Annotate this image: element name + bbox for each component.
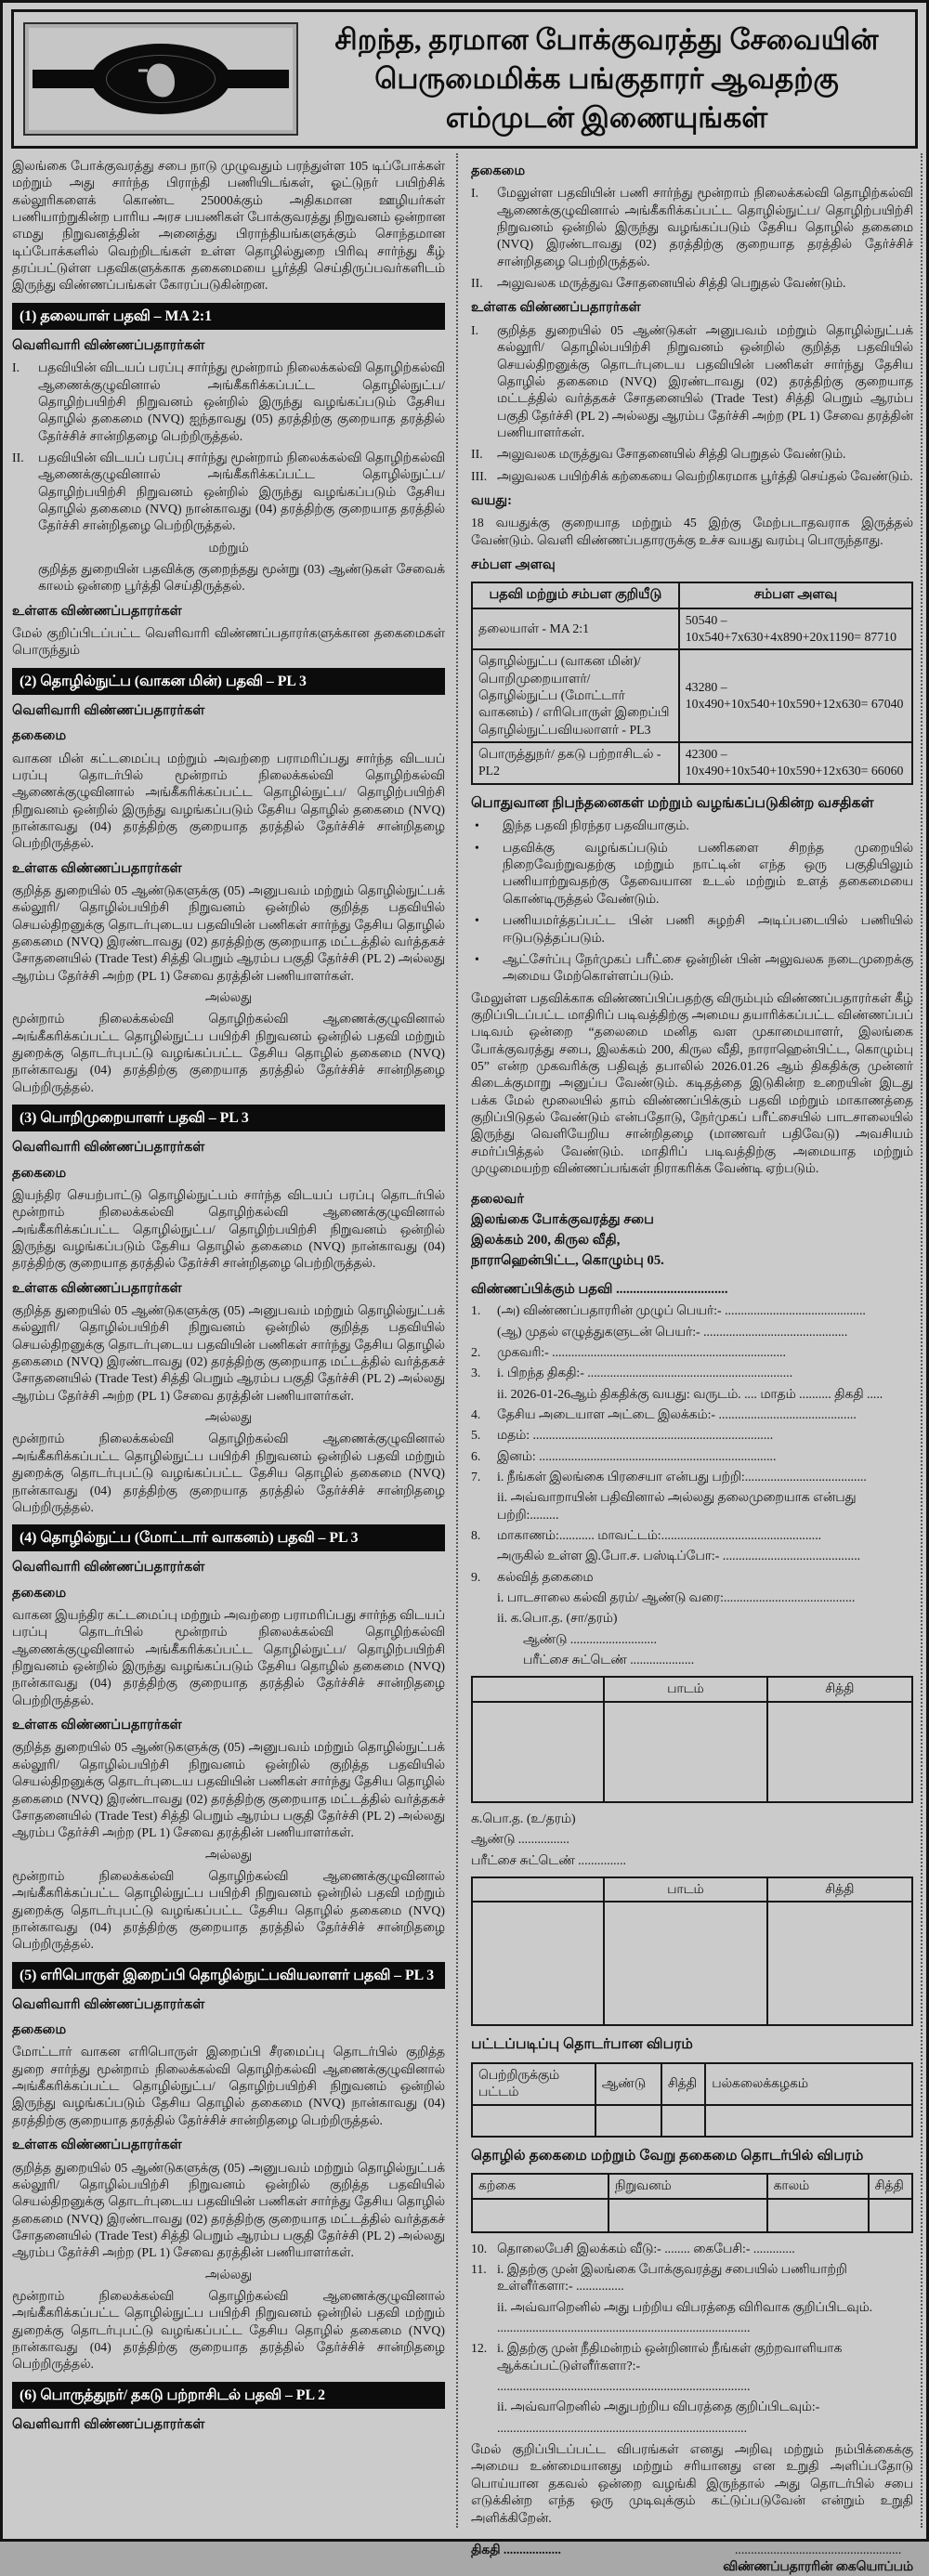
section-header: (6) பொருத்துநர்/ தகடு பற்றாசிடல் பதவி – PL 2 — [12, 2382, 445, 2409]
empty-cell — [767, 2199, 869, 2232]
table-header-row — [472, 2174, 912, 2198]
column-header: பெற்றிருக்கும் பட்டம் — [472, 2063, 595, 2105]
paragraph: மூன்றாம் நிலைக்கல்வி தொழிற்கல்வி ஆணைக்குழுவினால் அங்கீகரிக்கப்பட்ட தொழில்நுட்ப பயிற்சி நிறுவனம் ஒன்றில் பதவி மற்றும் துறைக்கு தொடர்புபட்டு வழங்கப்பட்ட தேசிய தொழில் தகைமை (NVQ) நான்காவது (04) தரத்திற்கு குறையாத தரத்தில் தேர்ச்சிச் சான்றிதழை பெற்றிருத்தல். — [12, 2288, 445, 2372]
signature-dots: .................................................... — [734, 2542, 902, 2556]
bullet-item — [471, 912, 913, 947]
form-text: இனம்: .......................................................................... — [497, 1448, 777, 1463]
paragraph: மோட்டார் வாகன எரிபொருள் இறைப்பி சீரமைப்பு தொடர்பில் குறித்த துறை சார்ந்து மூன்றாம் நிலைக்கல்வி தொழிற்கல்வி ஆணைக்குழுவினால் அங்கீகரிக்கப்பட்ட தொழில்நுட்ப/ தொழிற்பயிற்சி நிறுவனம் ஒன்றில் இருந்து வழங்கப்படும் தேசிய தொழில் தகைமை (NVQ) நான்காவது (04) தரத்திற்கு குறையாத தரத்தில் தேர்ச்சிச் சான்றிதழை பெற்றிருத்தல். — [12, 2045, 445, 2127]
connector-word: அல்லது — [204, 1410, 253, 1425]
form-number: 1. — [471, 1303, 481, 1318]
section-header: (4) தொழில்நுட்ப (மோட்டார் வாகனம்) பதவி – PL 3 — [12, 1524, 445, 1551]
address-line: இலக்கம் 200, கிருல வீதி, — [471, 1233, 621, 1249]
list-item — [471, 275, 913, 292]
lion-emblem-icon — [147, 63, 175, 97]
item-marker: II. — [471, 276, 483, 291]
form-subline: .............................................................................. — [497, 2420, 748, 2435]
post-cell: தொழில்நுட்ப (வாகன மின்)/ பொறிமுறையாளர்/ தொழில்நுட்ப (மோட்டார் வாகனம்) / எரிபொருள் இறைப்பி தொழில்நுட்பவியலாளர் - PL3 — [472, 649, 679, 742]
bullet-icon: • — [475, 818, 479, 833]
subheading: வெளிவாரி விண்ணப்பதாரர்கள் — [12, 1140, 205, 1156]
group-heading: பொதுவான நிபந்தனைகள் மற்றும் வழங்கப்படுகின்ற வசதிகள் — [471, 794, 874, 811]
list-item — [471, 446, 913, 463]
empty-row — [472, 1702, 912, 1802]
title-line-2: பெருமைமிக்க பங்குதாரர் ஆவதற்கு — [374, 61, 839, 95]
column-header: ஆண்டு — [595, 2063, 661, 2105]
form-number: 7. — [471, 1470, 481, 1484]
subheading: தகைமை — [12, 728, 67, 744]
signature-caption: விண்ணப்பதாரரின் கையொப்பம் — [723, 2559, 913, 2574]
item-marker: I. — [471, 322, 479, 337]
table-header-row — [472, 2063, 912, 2105]
salary-table — [471, 582, 913, 784]
table-row — [472, 742, 912, 784]
empty-row — [472, 1902, 912, 2025]
form-text: மாகாணம்:........... மாவட்டம்:.................................................. — [497, 1528, 822, 1543]
bullet-text: பணியமர்த்தப்பட்ட பின் பணி சுழற்சி அடிப்படையில் பணியில் ஈடுபடுத்தப்படும். — [503, 913, 913, 945]
subheading: வயது: — [471, 492, 512, 508]
paragraph: குறித்த துறையின் பதவிக்கு குறைந்தது மூன்று (03) ஆண்டுகள் சேவைக் காலம் ஒன்றை பூர்த்தி செய்திருத்தல். — [38, 561, 445, 594]
table-row — [472, 608, 912, 650]
form-line — [471, 1302, 913, 1319]
subheading: சம்பள அளவு — [471, 557, 556, 573]
column-header: பாடம் — [604, 1877, 766, 1902]
subheading: உள்ளக விண்ணப்பதாரர்கள் — [12, 603, 182, 619]
scale-cell — [679, 742, 912, 784]
column-header: சித்தி — [661, 2063, 705, 2105]
list-item — [471, 468, 913, 485]
scale-line: 50540 – — [685, 612, 727, 627]
post-cell: தலையாள் - MA 2:1 — [472, 608, 679, 650]
list-item — [12, 360, 445, 445]
post-cell: பொருத்துநர்/ தகடு பற்றாசிடல் - PL2 — [472, 742, 679, 784]
item-text: அலுவலக பயிற்சிக் கற்கையை வெற்றிகரமாக பூர்த்தி செய்தல் வேண்டும். — [497, 468, 913, 483]
paragraph: மூன்றாம் நிலைக்கல்வி தொழிற்கல்வி ஆணைக்குழுவினால் அங்கீகரிக்கப்பட்ட தொழில்நுட்ப பயிற்சி நிறுவனம் ஒன்றில் பதவி மற்றும் துறைக்கு தொடர்புபட்டு வழங்கப்பட்ட தேசிய தொழில் தகைமை (NVQ) நான்காவது (04) தரத்திற்கு குறையாத தரத்தில் தேர்ச்சிச் சான்றிதழை பெற்றிருத்தல். — [12, 1868, 445, 1952]
section-header: (3) பொறிமுறையாளர் பதவி – PL 3 — [12, 1105, 445, 1131]
column-header — [472, 1877, 604, 1902]
page-title — [307, 20, 906, 137]
content-columns — [12, 153, 926, 2574]
list-item — [471, 185, 913, 270]
scale-line: 10x540+7x630+4x890+20x1190= 87710 — [685, 629, 896, 644]
item-text: அலுவலக மருத்துவ சோதனையில் சித்தி பெறுதல் வேண்டும். — [497, 447, 846, 462]
form-text: i. நீங்கள் இலங்கை பிரசையா என்பது பற்றி:...................................... — [497, 1470, 867, 1484]
form-line — [471, 1406, 913, 1423]
group-heading: தொழில் தகைமை மற்றும் வேறு தகைமை தொடர்பில் விபரம் — [471, 2147, 864, 2164]
details-table — [471, 2173, 913, 2232]
item-text: மேலுள்ள பதவியின் பணி சார்ந்து மூன்றாம் நிலைக்கல்வி தொழிற்கல்வி ஆணைக்குழுவினால் அங்கீகரிக்கப்பட்ட தொழில்நுட்ப/ தொழிற்பயிற்சி நிறுவனம் ஒன்றில் இருந்து வழங்கப்படும் தேசிய தொழில் தகைமை (NVQ) இரண்டாவது (02) தரத்திற்கு குறையாத தரத்தில் தேர்ச்சிச் சான்றிதழை பெற்றிருத்தல். — [497, 186, 913, 268]
paragraph: க.பொ.த. (உ/தரம்) — [471, 1811, 576, 1825]
item-marker: II. — [12, 450, 24, 464]
bullet-item — [471, 840, 913, 908]
form-text: i. இதற்கு முன் இலங்கை போக்குவரத்து சபையில் பணியாற்றி உள்ளீர்களா:- ............... — [497, 2262, 847, 2294]
column-header: பாடம் — [604, 1677, 766, 1701]
paragraph: இலங்கை போக்குவரத்து சபை நாடு முழுவதும் பரந்துள்ள 105 டிப்போக்கள் மற்றும் அது சார்ந்த பிராந்தி பணியிடங்கள், ஓட்டுநர் பயிற்சிக் கல்லூரிகளைக் கொண்ட 25000க்கும் அதிகமான ஊழியர்கள் பணியாற்றுகின்ற பாரிய அரச பயணிகள் போக்குவரத்து நிறுவனம் ஒன்றான எமது நிறுவனத்தின் அனைத்து பிராந்தியங்களுக்கும் சொந்தமான டிப்போக்களில் வெற்றிடங்கள் உள்ள தொழில்துறை பிரிவு சார்ந்து கீழ் தரப்பட்டுள்ள பதவிகளுக்காக தகைமையை பூர்த்தி செய்திருப்பவர்களிடம் இருந்து விண்ணப்பங்கள் கோரப்படுகின்றன. — [12, 159, 445, 293]
table-header-row — [472, 582, 912, 608]
item-text: அலுவலக மருத்துவ சோதனையில் சித்தி பெறுதல் வேண்டும். — [497, 276, 846, 291]
title-line-3: எம்முடன் இணையுங்கள் — [445, 101, 768, 135]
paragraph: பரீட்சை சுட்டெண் ............... — [471, 1852, 626, 1867]
form-subline: (ஆ) முதல் எழுத்துகளுடன் பெயர்:- ............................................. — [497, 1324, 848, 1339]
paragraph: 18 வயதுக்கு குறையாத மற்றும் 45 இற்கு மேற்படாதவராக இருத்தல் வேண்டும். வெளி விண்ணப்பதாரருக்கு உச்ச வயது வரம்பு பொருந்தாது. — [471, 516, 913, 547]
bullet-icon: • — [475, 913, 479, 928]
form-line — [471, 2261, 913, 2295]
form-number: 5. — [471, 1428, 481, 1443]
paragraph: குறித்த துறையில் 05 ஆண்டுகளுக்கு (05) அனுபவம் மற்றும் தொழில்நுட்பக் கல்லூரி/ தொழில்பயிற்சி நிறுவனம் ஒன்றில் குறித்த பதவியில் செயல்திறனுக்கு தொடர்புடைய பதவியின் பணிகள் சார்ந்து தேசிய தொழில் தகைமை (NVQ) இரண்டாவது (02) தரத்திற்கு குறையாத மட்டத்தில் வர்த்தகச் சோதனையில் (Trade Test) சித்தி பெறும் ஆரம்ப பகுதி தேர்ச்சி (PL 2) அல்லது ஆரம்ப தேர்ச்சி அற்ற (PL 1) சேவை தரத்தின் பணியாளர்கள். — [12, 1740, 445, 1840]
subheading: உள்ளக விண்ணப்பதாரர்கள் — [12, 1280, 182, 1296]
form-text: தொலைபேசி இலக்கம் வீடு:- ........ கைபேசி:- ............. — [497, 2241, 795, 2256]
form-line — [471, 1569, 913, 1586]
form-number: 12. — [471, 2341, 488, 2356]
form-text: i. பிறந்த திகதி:- ................................................................ — [497, 1366, 793, 1380]
paragraph: இயந்திர செயற்பாட்டு தொழில்நுட்பம் சார்ந்த விடயப் பரப்பு தொடர்பில் மூன்றாம் நிலைக்கல்வி தொழிற்கல்வி ஆணைக்குழுவினால் அங்கீகரிக்கப்பட்ட தொழில்நுட்ப/ தொழிற்பயிற்சி நிறுவனம் ஒன்றில் இருந்து வழங்கப்படும் தேசிய தொழில் தகைமை (NVQ) நான்காவது (04) தரத்திற்கு குறையாத தரத்தில் தேர்ச்சி சான்றிதழை பெற்றிருத்தல். — [12, 1187, 445, 1271]
item-marker: II. — [471, 447, 483, 462]
empty-row — [472, 2199, 912, 2232]
form-subline: ii. 2026-01-26ஆம் திகதிக்கு வயது: வருடம். .... மாதம் .......... திகதி ..... — [497, 1386, 883, 1401]
item-marker: I. — [471, 186, 479, 201]
paragraph: மேல் குறிப்பிடப்பட்ட விபரங்கள் எனது அறிவு மற்றும் நம்பிக்கைக்கு அமைய உண்மையானது மற்றும் சரியானது என உறுதி அளிப்பதோடு பொய்யான தகவல் ஒன்றை வழங்கி இருந்தால் அது தொடர்பில் சபை எடுக்கின்ற எந்த ஒரு முடிவுக்கும் கட்டுப்படுவேன் என்றும் உறுதி அளிக்கிறேன். — [471, 2442, 913, 2525]
connector-word: மற்றும் — [208, 540, 249, 555]
grades-table — [471, 1676, 913, 1802]
subheading: உள்ளக விண்ணப்பதாரர்கள் — [12, 1718, 182, 1733]
scale-cell — [679, 649, 912, 742]
paragraph: மேலுள்ள பதவிக்காக விண்ணப்பிப்பதற்கு விரும்பும் விண்ணப்பதாரர்கள் கீழ் குறிப்பிடப்பட்ட மாதிரிப் படிவத்திற்கு அமைய தயாரிக்கப்பட்ட விண்ணப்பப் படிவம் ஒன்றை “தலைமை மனித வள முகாமையாளர், இலங்கை போக்குவரத்து சபை, இலக்கம் 200, கிருல வீதி, நாராஹென்பிட்ட, கொழும்பு 05” என்ற முகவரிக்கு பதிவுத் தபாலில் 2026.01.26 ஆம் திகதிக்கு முன்னர் கிடைக்குமாறு அனுப்ப வேண்டும். கடிதத்தை இடுகின்ற உறையின் இடது பக்க மேல் மூலையில் தாம் விண்ணப்பிக்கும் பதவி மற்றும் மாகாணத்தை குறிப்பிடுதல் வேண்டும் என்பதோடு, நேர்முகப் பரீட்சையில் பாடசாலையில் இருந்து வெளியேறிய சான்றிதழை (மாணவர் பதிவேடு) அவசியம் சமர்ப்பித்தல் வேண்டும். மாதிரிப் படிவத்திற்கு அமையாத மற்றும் முழுமையற்ற விண்ணப்பங்கள் நிராகரிக்க வேண்டி ஏற்படும். — [471, 990, 913, 1175]
title-line-1: சிறந்த, தரமான போக்குவரத்து சேவையின் — [334, 22, 879, 56]
form-text: i. இதற்கு முன் நீதிமன்றம் ஒன்றினால் நீங்கள் குற்றவாளியாக ஆக்கப்பட்டுள்ளீர்களா?:- — [497, 2341, 843, 2373]
table-header-row — [472, 1677, 912, 1701]
subheading: விண்ணப்பிக்கும் பதவி ................................. — [471, 1281, 728, 1297]
empty-cell — [608, 2199, 767, 2232]
empty-cell — [604, 1902, 766, 2025]
subheading: வெளிவாரி விண்ணப்பதாரர்கள் — [12, 702, 205, 718]
connector-word: அல்லது — [204, 990, 253, 1005]
date-field: திகதி .................. — [471, 2542, 561, 2556]
form-number: 10. — [471, 2241, 488, 2256]
empty-cell — [767, 1902, 912, 2025]
address-block — [471, 1190, 913, 1272]
column-header: பதவி மற்றும் சம்பள குறியீடு — [472, 582, 679, 608]
paragraph: குறித்த துறையில் 05 ஆண்டுகளுக்கு (05) அனுபவம் மற்றும் தொழில்நுட்பக் கல்லூரி/ தொழில்பயிற்சி நிறுவனம் ஒன்றில் குறித்த பதவியில் செயல்திறனுக்கு தொடர்புடைய பதவியின் பணிகள் சார்ந்து தேசிய தொழில் தகைமை (NVQ) இரண்டாவது (02) தரத்திற்கு குறையாத மட்டத்தில் வர்த்தகச் சோதனையில் (Trade Test) சித்தி பெறும் ஆரம்ப பகுதி தேர்ச்சி (PL 2) அல்லது ஆரம்ப தேர்ச்சி அற்ற (PL 1) சேவை தரத்தின் பணியாளர்கள். — [12, 1303, 445, 1403]
item-marker: I. — [12, 360, 20, 375]
bullet-text: ஆட்சேர்ப்பு நேர்முகப் பரீட்சை ஒன்றின் பின் அலுவலக நடைமுறைக்கு அமைய மேற்கொள்ளப்படும். — [503, 951, 913, 984]
form-text: மதம்: ........................................................................... — [497, 1428, 774, 1443]
form-line — [471, 1448, 913, 1465]
form-line — [471, 1527, 913, 1544]
form-subline: ii. அவ்வாறெனில் அது பற்றிய விபரத்தை விரிவாக குறிப்பிடவும். — [497, 2299, 873, 2314]
subheading: தகைமை — [12, 2022, 67, 2037]
scale-line: 43280 – — [685, 679, 727, 694]
empty-cell — [661, 2105, 705, 2137]
connector-word: அல்லது — [204, 2267, 253, 2282]
sltb-logo — [23, 22, 298, 136]
paragraph: குறித்த துறையில் 05 ஆண்டுகளுக்கு (05) அனுபவம் மற்றும் தொழில்நுட்பக் கல்லூரி/ தொழில்பயிற்சி நிறுவனம் ஒன்றில் குறித்த பதவியில் செயல்திறனுக்கு தொடர்புடைய பதவியின் பணிகள் சார்ந்து தேசிய தொழில் தகைமை (NVQ) இரண்டாவது (02) தரத்திற்கு குறையாத மட்டத்தில் வர்த்தகச் சோதனையில் (Trade Test) சித்தி பெறும் ஆரம்ப பகுதி தேர்ச்சி (PL 2) அல்லது ஆரம்ப தேர்ச்சி அற்ற (PL 1) சேவை தரத்தின் பணியாளர்கள். — [12, 2160, 445, 2260]
bullet-text: இந்த பதவி நிரந்தர பதவியாகும். — [503, 818, 689, 833]
table-row — [472, 649, 912, 742]
paragraph: வாகன இயந்திர கட்டமைப்பு மற்றும் அவற்றை பராமரிப்பது சார்ந்த விடயப் பரப்பு தொடர்பில் மூன்றாம் நிலைக்கல்வி தொழிற்கல்வி ஆணைக்குழுவினால் அங்கீகரிக்கப்பட்ட தொழில்நுட்ப/ தொழிற்பயிற்சி நிறுவனம் ஒன்றில் இருந்து வழங்கப்படும் தேசிய தொழில் தகைமை (NVQ) நான்காவது (04) தரத்திற்கு குறையாத தரத்தில் தேர்ச்சிச் சான்றிதழை பெற்றிருத்தல். — [12, 1608, 445, 1707]
column-header: சித்தி — [869, 2174, 912, 2198]
section-header: (5) எரிபொருள் இறைப்பி தொழில்நுட்பவியலாளர் பதவி – PL 3 — [12, 1962, 445, 1989]
left-column — [12, 153, 458, 2528]
form-line — [471, 2340, 913, 2374]
empty-cell — [595, 2105, 661, 2137]
form-number: 6. — [471, 1448, 481, 1463]
empty-row — [472, 2105, 912, 2137]
scale-line: 42300 – — [685, 747, 727, 762]
form-subline: ............................................................................... — [497, 2321, 751, 2335]
form-subline: ............................................................................... — [497, 2379, 751, 2394]
form-line — [471, 1365, 913, 1381]
signature-field — [723, 2542, 913, 2576]
section-header: (1) தலையாள் பதவி – MA 2:1 — [12, 303, 445, 330]
subheading: தகைமை — [471, 163, 526, 178]
form-text: தேசிய அடையாள அட்டை இலக்கம்:- ........................................... — [497, 1407, 857, 1422]
column-header: கற்கை — [472, 2174, 608, 2198]
subheading: தகைமை — [12, 1165, 67, 1181]
table-header-row — [472, 1877, 912, 1902]
scale-line: 10x490+10x540+10x590+12x630= 67040 — [685, 697, 904, 712]
address-line: இலங்கை போக்குவரத்து சபை — [471, 1212, 655, 1228]
paragraph: மூன்றாம் நிலைக்கல்வி தொழிற்கல்வி ஆணைக்குழுவினால் அங்கீகரிக்கப்பட்ட தொழில்நுட்ப பயிற்சி நிறுவனம் ஒன்றில் பதவி மற்றும் துறைக்கு தொடர்புபட்டு வழங்கப்பட்ட தேசிய தொழில் தகைமை (NVQ) நான்காவது (04) தரத்திற்கு குறையாத தரத்தில் தேர்ச்சிச் சான்றிதழை பெற்றிருத்தல். — [12, 1012, 445, 1094]
form-number: 8. — [471, 1528, 481, 1543]
bullet-item — [471, 951, 913, 986]
group-heading: பட்டப்படிப்பு தொடர்பான விபரம் — [471, 2036, 693, 2053]
address-line: நாராஹென்பிட்ட, கொழும்பு 05. — [471, 1253, 664, 1268]
subheading: உள்ளக விண்ணப்பதாரர்கள் — [12, 2138, 182, 2153]
form-subline: ii. அவ்வாறெனில் அதுபற்றிய விபரத்தை குறிப்பிடவும்:- — [497, 2399, 820, 2414]
scale-cell — [679, 608, 912, 650]
form-number: 9. — [471, 1569, 481, 1584]
empty-cell — [869, 2199, 912, 2232]
form-line — [471, 2241, 913, 2257]
column-header: பல்கலைக்கழகம் — [705, 2063, 912, 2105]
subheading: வெளிவாரி விண்ணப்பதாரர்கள் — [12, 337, 205, 353]
bullet-icon: • — [475, 840, 479, 855]
form-subline: ii. அவ்வாறாயின் பதிவினால் அல்லது தலைமுறையாக என்பது பற்றி:......... — [497, 1490, 857, 1522]
column-header — [472, 1677, 604, 1701]
subheading: வெளிவாரி விண்ணப்பதாரர்கள் — [12, 1996, 205, 2012]
subheading: வெளிவாரி விண்ணப்பதாரர்கள் — [12, 1560, 205, 1576]
form-number: 11. — [471, 2262, 487, 2277]
form-subline: அருகில் உள்ள இ.போ.ச. பஸ்டிப்போ:- ........................................... — [497, 1549, 861, 1563]
column-header: சித்தி — [767, 1877, 912, 1902]
bullet-text: பதவிக்கு வழங்கப்படும் பணிகளை சிறந்த முறையில் நிறைவேற்றுவதற்கு மற்றும் நாட்டின் எந்த ஒரு பகுதியிலும் பணியாற்றுவதற்கு தேவையான உடல் மற்றும் உளத் தகைமையை கொண்டிருத்தல் வேண்டும். — [503, 840, 913, 906]
empty-cell — [472, 2199, 608, 2232]
subheading: உள்ளக விண்ணப்பதாரர்கள் — [12, 860, 182, 876]
list-item — [471, 322, 913, 441]
logo-oval — [91, 44, 230, 114]
subheading: வெளிவாரி விண்ணப்பதாரர்கள் — [12, 2416, 205, 2432]
item-marker: III. — [471, 468, 488, 483]
subheading: உள்ளக விண்ணப்பதாரர்கள் — [471, 300, 641, 316]
item-text: பதவியின் விடயப் பரப்பு சார்ந்து மூன்றாம் நிலைக்கல்வி தொழிற்கல்வி ஆணைக்குழுவினால் அங்கீகரிக்கப்பட்ட தொழில்நுட்ப/ தொழிற்பயிற்சி நிறுவனம் ஒன்றில் இருந்து வழங்கப்படும் தேசிய தொழில் தகைமை (NVQ) நான்காவது (04) தரத்திற்கு குறையாத தரத்தில் தேர்ச்சி சான்றிதழை பெற்றிருத்தல். — [38, 450, 445, 533]
empty-cell — [705, 2105, 912, 2137]
form-subline: i. பாடசாலை கல்வி தரம்/ ஆண்டு வரை:......................................... — [497, 1590, 856, 1605]
right-column — [458, 153, 922, 2574]
empty-cell — [604, 1702, 766, 1802]
form-line — [471, 1427, 913, 1444]
column-header: சம்பள அளவு — [679, 582, 912, 608]
item-text: குறித்த துறையில் 05 ஆண்டுகள் அனுபவம் மற்றும் தொழில்நுட்பக் கல்லூரி/ தொழில்பயிற்சி நிறுவனம் ஒன்றில் குறித்த பதவியில் செயல்திறனுக்கு தொடர்புடைய பதவியின் பணிகள் சார்ந்து தேசிய தொழில் தகைமை (NVQ) இரண்டாவது (02) தரத்திற்கு குறையாத மட்டத்தில் வர்த்தகச் சோதனையில் (Trade Test) சித்தி பெறும் ஆரம்ப பகுதி தேர்ச்சி (PL 2) அல்லது ஆரம்ப தேர்ச்சி அற்ற (PL 1) சேவை தரத்தின் பணியாளர்கள். — [497, 322, 913, 439]
form-text: முகவரி:- ......................................................................... — [497, 1344, 786, 1359]
form-subline: ஆண்டு ........................... — [523, 1631, 657, 1646]
paragraph: வாகன மின் கட்டமைப்பு மற்றும் அவற்றை பராமரிப்பது சார்ந்த விடயப் பரப்பு தொடர்பில் மூன்றாம் நிலைக்கல்வி தொழிற்கல்வி ஆணைக்குழுவினால் அங்கீகரிக்கப்பட்ட தொழில்நுட்ப/ தொழிற்பயிற்சி நிறுவனம் ஒன்றில் இருந்து வழங்கப்படும் தேசிய தொழில் தகைமை (NVQ) நான்காவது (04) தரத்திற்கு குறையாத தரத்தில் தேர்ச்சிச் சான்றிதழை பெற்றிருத்தல். — [12, 751, 445, 851]
form-number: 3. — [471, 1366, 481, 1380]
form-line — [471, 1469, 913, 1485]
masthead — [11, 9, 918, 149]
column-header: காலம் — [767, 2174, 869, 2198]
address-line: தலைவர் — [471, 1192, 525, 1208]
paragraph: ஆண்டு ................ — [471, 1832, 569, 1847]
form-subline: ii. க.பொ.த. (சா/தரம்) — [497, 1611, 618, 1626]
form-line — [471, 1344, 913, 1361]
empty-cell — [472, 1902, 604, 2025]
item-text: பதவியின் விடயப் பரப்பு சார்ந்து மூன்றாம் நிலைக்கல்வி தொழிற்கல்வி ஆணைக்குழுவினால் அங்கீகரிக்கப்பட்ட தொழில்நுட்ப/ தொழிற்பயிற்சி நிறுவனம் ஒன்றில் இருந்து வழங்கப்படும் தேசிய தொழில் தகைமை (NVQ) ஐந்தாவது (05) தரத்திற்கு குறையாத தரத்தில் தேர்ச்சிச் சான்றிதழை பெற்றிருத்தல். — [38, 360, 445, 443]
column-header: சித்தி — [767, 1677, 912, 1701]
empty-cell — [767, 1702, 912, 1802]
bullet-item — [471, 817, 913, 834]
empty-cell — [472, 2105, 595, 2137]
form-subline: பரீட்சை சுட்டெண் .................... — [523, 1653, 695, 1667]
form-text: (அ) விண்ணப்பதாரரின் முழுப் பெயர்:- ............................................ — [497, 1303, 866, 1318]
bullet-icon: • — [475, 951, 479, 966]
column-header: நிறுவனம் — [608, 2174, 767, 2198]
connector-word: அல்லது — [204, 1847, 253, 1862]
paragraph: மேல் குறிப்பிடப்பட்ட வெளிவாரி விண்ணப்பதாரர்களுக்கான தகைமைகள் பொருந்தும் — [12, 626, 445, 658]
form-number: 2. — [471, 1344, 481, 1359]
form-text: கல்வித் தகைமை — [497, 1569, 594, 1584]
section-header: (2) தொழில்நுட்ப (வாகன மின்) பதவி – PL 3 — [12, 668, 445, 695]
scale-line: 10x490+10x540+10x590+12x630= 66060 — [685, 764, 904, 778]
list-item — [12, 450, 445, 535]
grades-table — [471, 1876, 913, 2026]
details-table — [471, 2062, 913, 2138]
paragraph: குறித்த துறையில் 05 ஆண்டுகளுக்கு (05) அனுபவம் மற்றும் தொழில்நுட்பக் கல்லூரி/ தொழில்பயிற்சி நிறுவனம் ஒன்றில் குறித்த பதவியில் செயல்திறனுக்கு தொடர்புடைய பதவியின் பணிகள் சார்ந்து தேசிய தொழில் தகைமை (NVQ) இரண்டாவது (02) தரத்திற்கு குறையாத மட்டத்தில் வர்த்தகச் சோதனையில் (Trade Test) சித்தி பெறும் ஆரம்ப பகுதி தேர்ச்சி (PL 2) அல்லது ஆரம்ப தேர்ச்சி அற்ற (PL 1) சேவை தரத்தின் பணியாளர்கள். — [12, 883, 445, 983]
subheading: தகைமை — [12, 1585, 67, 1601]
signature-row — [471, 2542, 913, 2576]
form-number: 4. — [471, 1407, 481, 1422]
paragraph: மூன்றாம் நிலைக்கல்வி தொழிற்கல்வி ஆணைக்குழுவினால் அங்கீகரிக்கப்பட்ட தொழில்நுட்ப பயிற்சி நிறுவனம் ஒன்றில் பதவி மற்றும் துறைக்கு தொடர்புபட்டு வழங்கப்பட்ட தேசிய தொழில் தகைமை (NVQ) நான்காவது (04) தரத்திற்கு குறையாத தரத்தில் தேர்ச்சிச் சான்றிதழை பெற்றிருத்தல். — [12, 1432, 445, 1514]
empty-cell — [472, 1702, 604, 1802]
